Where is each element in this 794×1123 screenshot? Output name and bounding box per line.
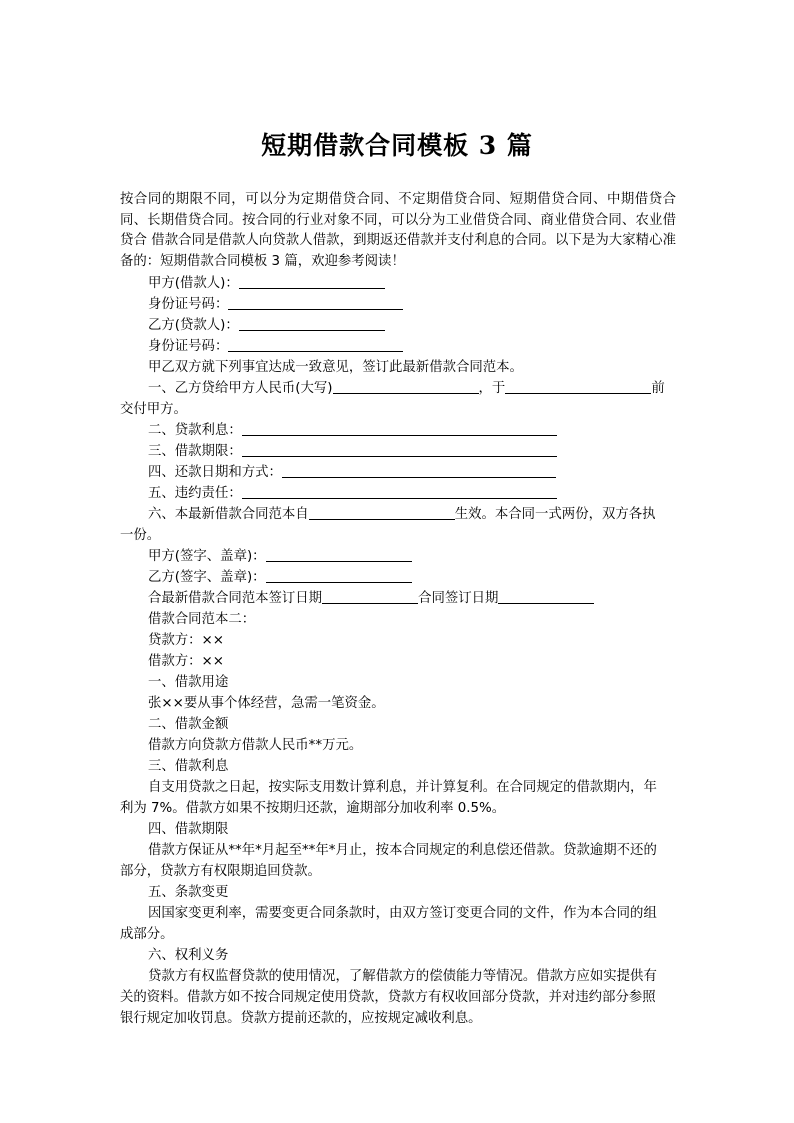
clause-2-line	[148, 421, 676, 442]
section-5-title: 五、条款变更	[148, 885, 229, 900]
section-3-title: 三、借款利息	[148, 759, 229, 774]
party-b-blank	[239, 316, 385, 331]
party-b-line	[148, 316, 676, 337]
section-6-line-2: 关的资料。借款方如不按合同规定使用贷款，贷款方有权收回部分贷款，并对违约部分参照	[120, 990, 656, 1005]
id-b-blank	[228, 337, 403, 352]
template-2-heading: 借款合同范本二：	[148, 612, 256, 627]
section-2-title: 二、借款金额	[148, 717, 229, 732]
section-6-line-1: 贷款方有权监督贷款的使用情况，了解借款方的偿债能力等情况。借款方应如实提供有	[148, 969, 657, 984]
id-a-blank	[228, 295, 403, 310]
id-b-label: 身份证号码：	[148, 339, 229, 354]
section-3-line-2: 利为 7%。借款方如果不按期归还款，逾期部分加收利率 0.5%。	[120, 801, 506, 816]
party-a-line	[148, 274, 676, 295]
section-4-line-2: 部分，贷款方有权限期追回贷款。	[120, 864, 321, 879]
document-title: 短期借款合同模板 3 篇	[261, 131, 533, 160]
clause-6-effective: 生效。本合同一式两份，双方各执	[454, 507, 656, 522]
sign-b-blank	[266, 568, 412, 583]
clause-3-line	[148, 442, 676, 463]
party-a-blank	[239, 274, 385, 289]
id-a-line	[148, 295, 676, 316]
clause-1-continuation: 交付甲方。	[120, 402, 187, 417]
clause-2-blank	[242, 421, 557, 436]
clause-4-label: 四、还款日期和方式：	[148, 465, 282, 480]
signing-date-line	[148, 589, 676, 610]
section-1-title: 一、借款用途	[148, 675, 229, 690]
clause-1-connector: ，于	[478, 381, 506, 396]
clause-6-continuation: 一份。	[120, 528, 161, 543]
borrower-line: 借款方：××	[148, 654, 225, 669]
section-4-title: 四、借款期限	[148, 822, 229, 837]
clause-1-before: 前	[651, 381, 665, 396]
section-5-line-2: 成部分。	[120, 927, 174, 942]
id-b-line	[148, 337, 676, 358]
sign-b-line	[148, 568, 676, 589]
sign-b-label: 乙方(签字、盖章)：	[148, 570, 266, 585]
section-2-text: 借款方向贷款方借款人民币**万元。	[148, 738, 363, 753]
clause-4-line	[148, 463, 676, 484]
agreement-line: 甲乙双方就下列事宜达成一致意见，签订此最新借款合同范本。	[148, 360, 523, 375]
section-5-line-1: 因国家变更利率，需要变更合同条款时，由双方签订变更合同的文件，作为本合同的组	[148, 906, 657, 921]
signing-date-label: 合最新借款合同范本签订日期	[148, 591, 323, 606]
section-6-title: 六、权利义务	[148, 948, 229, 963]
clause-1-amount-blank	[333, 379, 479, 394]
sign-a-label: 甲方(签字、盖章)：	[148, 549, 266, 564]
clause-1-text: 一、乙方贷给甲方人民币(大写)	[148, 381, 333, 396]
id-a-label: 身份证号码：	[148, 297, 229, 312]
clause-5-line	[148, 484, 676, 505]
party-b-label: 乙方(贷款人)：	[148, 318, 239, 333]
clause-3-label: 三、借款期限：	[148, 444, 242, 459]
intro-paragraph: 按合同的期限不同，可以分为定期借贷合同、不定期借贷合同、短期借贷合同、中期借贷合同、长期借贷合同。按合同的行业对象不同，可以分为工业借贷合同、商业借贷合同、农业借贷合 借款合同是借款人向贷款人借款，到期返还借款并支付利息的合同。以下是为大家精心准备的：短期借款合同模板 3 篇，欢迎参考阅读！	[120, 192, 676, 270]
section-3-line-1: 自支用贷款之日起，按实际支用数计算利息，并计算复利。在合同规定的借款期内，年	[148, 780, 657, 795]
party-a-label: 甲方(借款人)：	[148, 276, 239, 291]
clause-6-text: 六、本最新借款合同范本自	[148, 507, 309, 522]
clause-1-date-blank	[505, 379, 651, 394]
contract-date-label: 合同签订日期	[418, 591, 499, 606]
signing-date-blank	[322, 589, 418, 604]
sign-a-line	[148, 547, 676, 568]
clause-2-label: 二、贷款利息：	[148, 423, 242, 438]
clause-5-label: 五、违约责任：	[148, 486, 242, 501]
clause-6-line	[148, 505, 676, 526]
section-1-text: 张××要从事个体经营，急需一笔资金。	[148, 696, 385, 711]
clause-5-blank	[242, 484, 557, 499]
lender-line: 贷款方：××	[148, 633, 225, 648]
clause-6-blank	[309, 505, 455, 520]
section-6-line-3: 银行规定加收罚息。贷款方提前还款的，应按规定减收利息。	[120, 1011, 482, 1026]
sign-a-blank	[266, 547, 412, 562]
section-4-line-1: 借款方保证从**年*月起至**年*月止，按本合同规定的利息偿还借款。贷款逾期不还的	[148, 843, 657, 858]
clause-3-blank	[242, 442, 557, 457]
clause-4-blank	[282, 463, 556, 478]
contract-date-blank	[498, 589, 594, 604]
clause-1-line	[148, 379, 676, 400]
